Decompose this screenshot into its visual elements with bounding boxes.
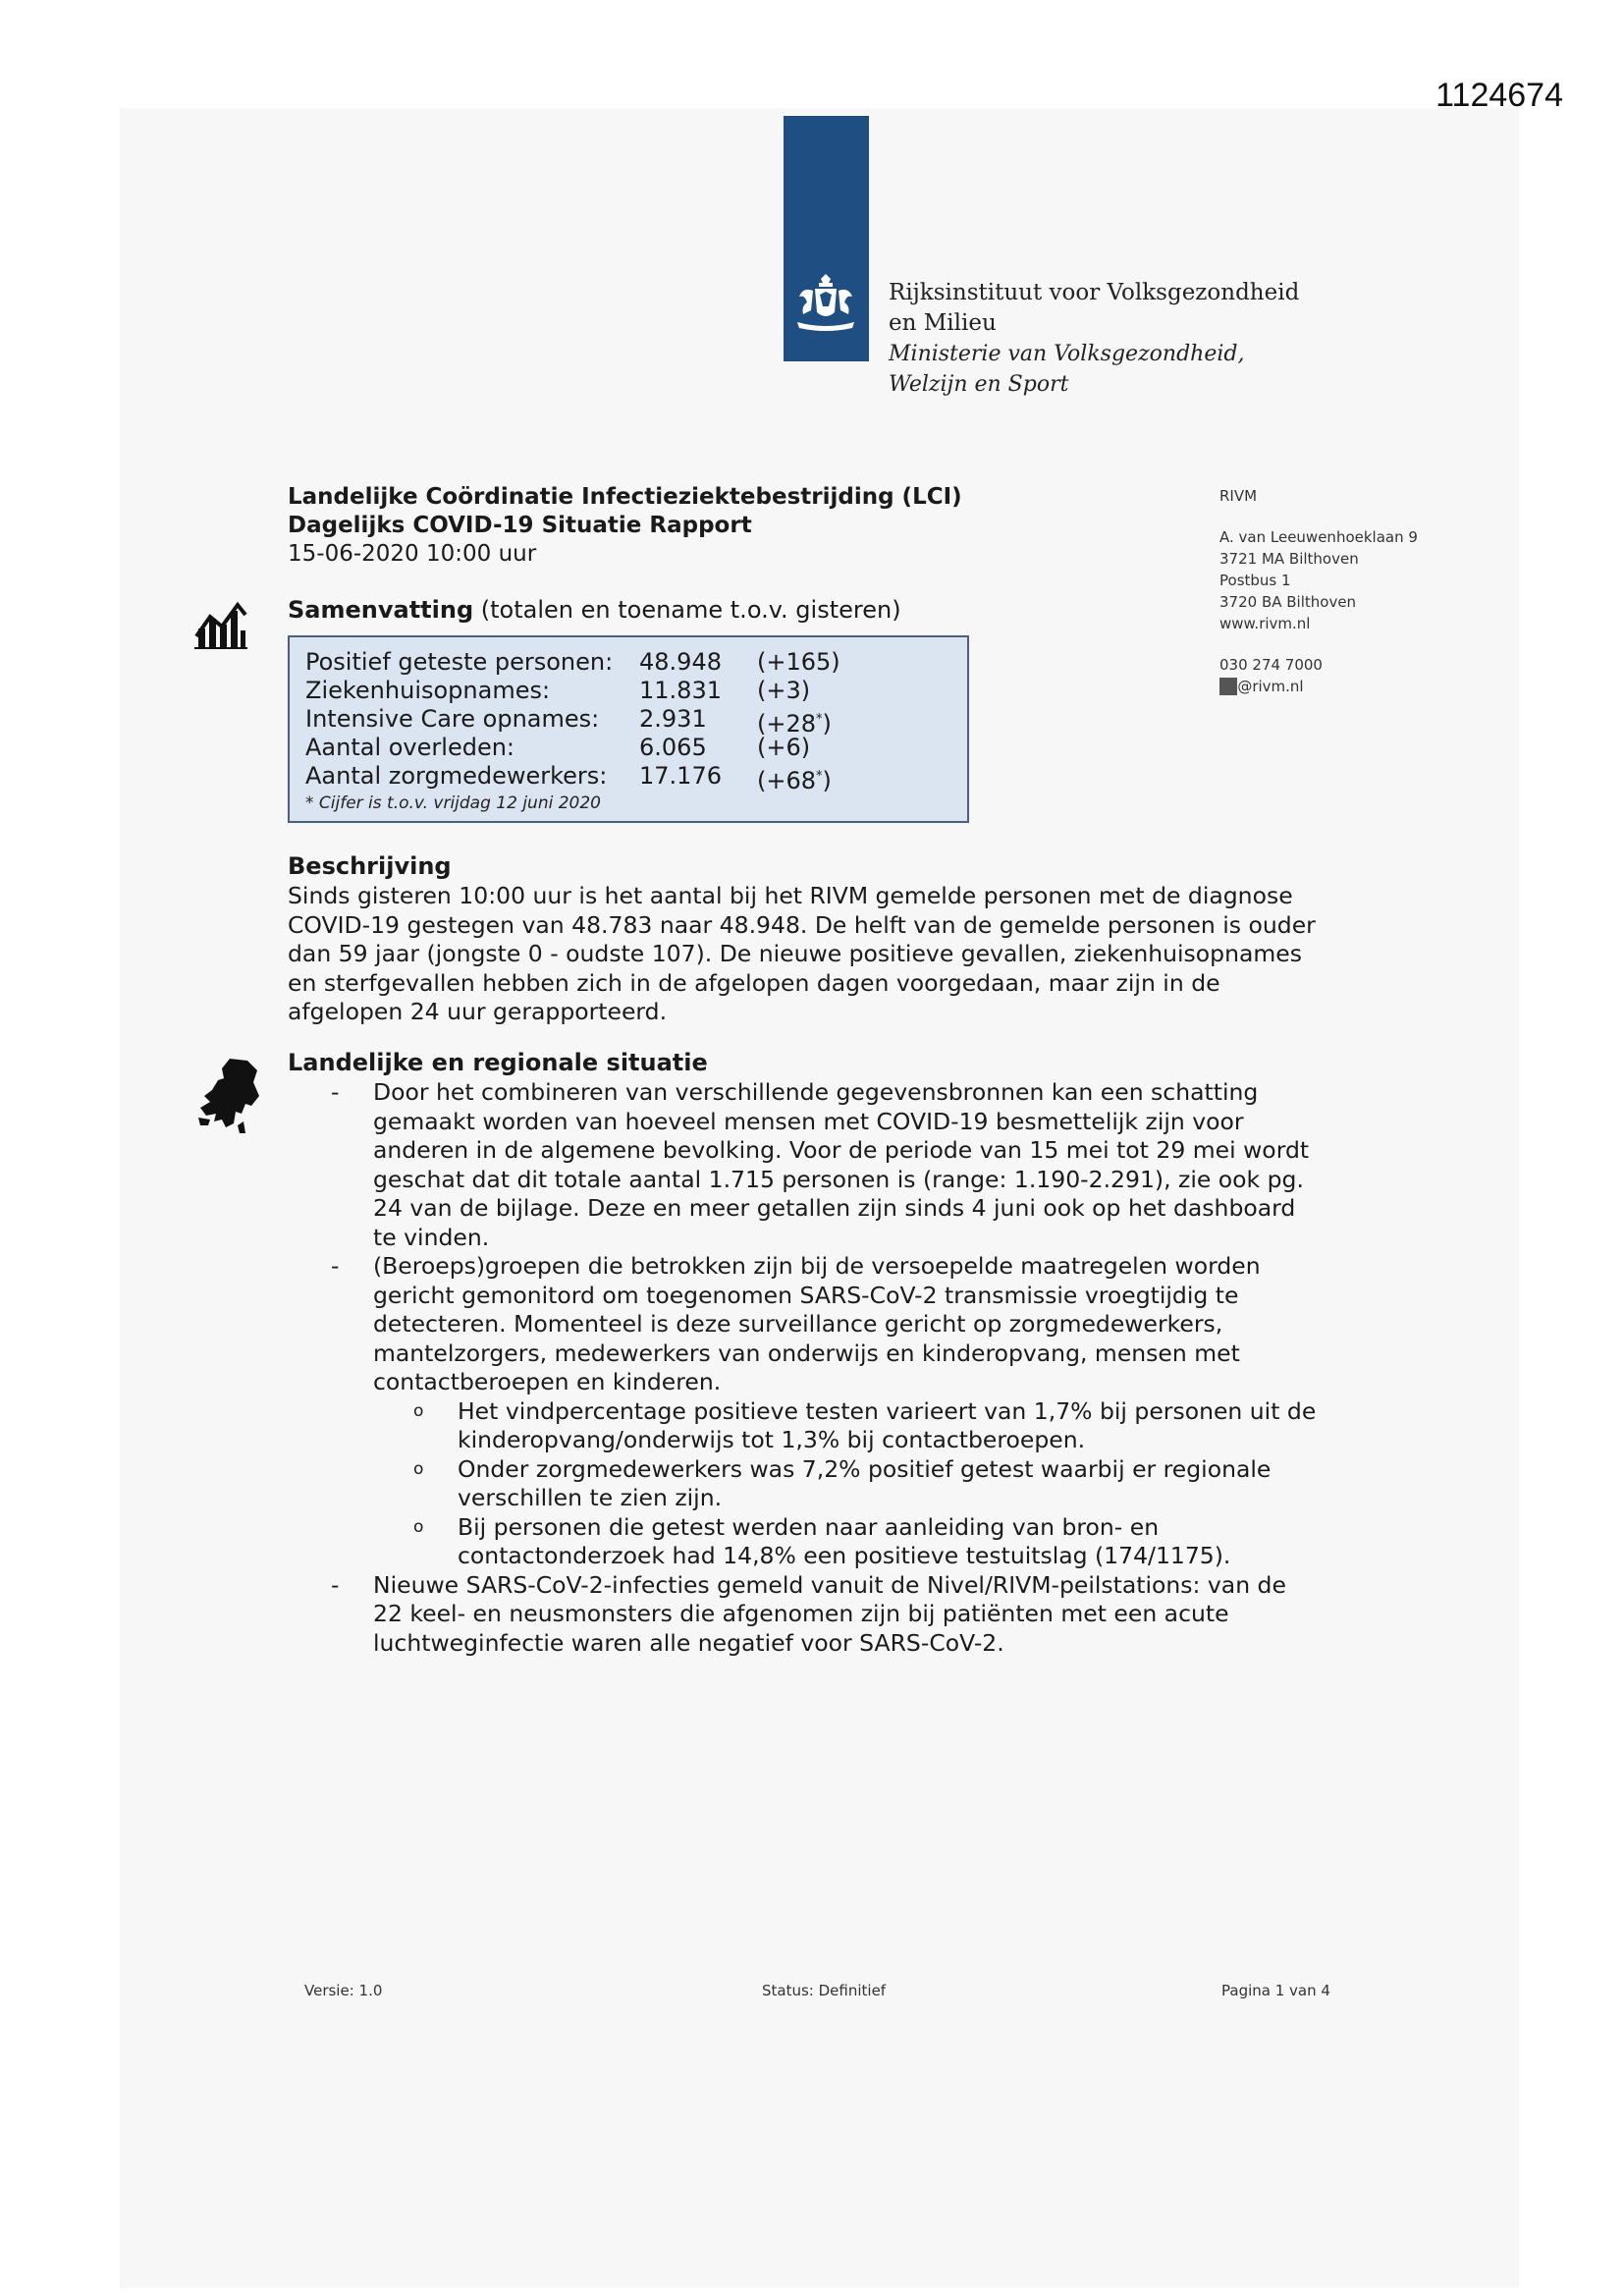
address-phone: 030 274 7000 [1219, 656, 1323, 674]
address-zip-city: 3721 MA Bilthoven [1219, 550, 1359, 568]
document-id: 1124674 [1435, 77, 1563, 114]
address-postbus-city: 3720 BA Bilthoven [1219, 593, 1357, 611]
summary-label: Intensive Care opnames: [305, 705, 600, 733]
address-org: RIVM [1219, 487, 1258, 505]
footer-page-number: Pagina 1 van 4 [1221, 1982, 1330, 1999]
logo-line-1: Rijksinstituut voor Volksgezondheid [889, 280, 1300, 305]
email-domain: @rivm.nl [1237, 678, 1304, 695]
footer-status: Status: Definitief [762, 1982, 887, 1999]
rivm-logo-bar [784, 116, 869, 361]
sub-list-item: o Bij personen die getest werden naar aanleiding van bron- en contactonderzoek had 14,8% een positieve testuitslag (174/1175). [413, 1512, 1231, 1569]
logo-line-3: Ministerie van Volksgezondheid, [889, 342, 1245, 366]
summary-change: (+165) [757, 648, 840, 676]
sub-list-item: o Onder zorgmedewerkers was 7,2% positief getest waarbij er regionale verschillen te zien zijn. [413, 1454, 1272, 1511]
summary-value: 11.831 [639, 677, 722, 704]
address-block [1219, 485, 1418, 697]
report-subtitle: Dagelijks COVID-19 Situatie Rapport [288, 513, 752, 538]
summary-value: 6.065 [639, 734, 707, 761]
summary-footnote: * Cijfer is t.o.v. vrijdag 12 juni 2020 [305, 793, 601, 813]
summary-change: (+6) [757, 734, 811, 761]
footnote-mark: * [816, 769, 823, 784]
address-web: www.rivm.nl [1219, 615, 1311, 632]
summary-label: Positief geteste personen: [305, 648, 614, 676]
summary-change: (+68*) [757, 767, 832, 794]
report-datetime: 15-06-2020 10:00 uur [288, 541, 537, 567]
summary-value: 17.176 [639, 762, 722, 790]
summary-value: 2.931 [639, 705, 707, 733]
report-title: Landelijke Coördinatie Infectieziektebestrijding (LCI) [288, 484, 962, 510]
summary-title-rest: (totalen en toename t.o.v. gisteren) [473, 596, 901, 624]
netherlands-map-icon [196, 1057, 261, 1135]
email-redacted: 1. [1221, 678, 1236, 695]
situation-list [288, 1078, 1368, 1658]
description-paragraph: Sinds gisteren 10:00 uur is het aantal bij het RIVM gemelde personen met de diagnose COVID-19 gestegen van 48.783 naar 48.948. De helft van de gemelde personen is ouder dan 59 jaar (jongste 0 - oudste 107). De nieuwe positieve gevallen, ziekenhuisopnames en sterfgevallen hebben zich in de afgelopen dagen voorgedaan, maar zijn in de afgelopen 24 uur gerapporteerd. [288, 882, 1316, 1025]
description-title: Beschrijving [288, 852, 452, 880]
summary-title [288, 596, 901, 624]
summary-box [288, 635, 969, 823]
summary-value: 48.948 [639, 648, 722, 676]
report-header [288, 483, 962, 569]
sub-list-item: o Het vindpercentage positieve testen varieert van 1,7% bij personen uit de kinderopvang/onderwijs tot 1,3% bij contactberoepen. [413, 1396, 1317, 1453]
logo-line-2: en Milieu [889, 310, 997, 336]
summary-title-bold: Samenvatting [288, 596, 474, 624]
list-item: - Nieuwe SARS-CoV-2-infecties gemeld vanuit de Nivel/RIVM-peilstations: van de 22 keel- en neusmonsters die afgenomen zijn bij patiënten met een acute luchtweginfectie waren alle negatief voor SARS-CoV-2. [331, 1570, 1286, 1657]
summary-label: Aantal overleden: [305, 734, 514, 761]
situation-title: Landelijke en regionale situatie [288, 1049, 708, 1076]
list-item: - Door het combineren van verschillende gegevensbronnen kan een schatting gemaakt worden van hoeveel mensen met COVID-19 besmettelijk zijn voor anderen in de algemene bevolking. Voor de periode van 15 mei tot 29 mei wordt geschat dat dit totale aantal 1.715 personen is (range: 1.190-2.291), zie ook pg. 24 van de bijlage. Deze en meer getallen zijn sinds 4 juni ook op het dashboard te vinden. [331, 1078, 1310, 1251]
summary-change: (+3) [757, 677, 811, 704]
list-item: - (Beroeps)groepen die betrokken zijn bij de versoepelde maatregelen worden gericht gemonitord om toegenomen SARS-CoV-2 transmissie vroegtijdig te detecteren. Momenteel is deze surveillance gericht op zorgmedewerkers, mantelzorgers, medewerkers van onderwijs en kinderopvang, mensen met contactberoepen en kinderen. [331, 1252, 1261, 1395]
footer-version: Versie: 1.0 [304, 1982, 383, 1999]
footnote-mark: * [816, 712, 823, 727]
summary-change: (+28*) [757, 710, 832, 738]
logo-text [889, 278, 1299, 400]
statistics-icon [194, 601, 247, 650]
summary-label: Ziekenhuisopnames: [305, 677, 551, 704]
address-postbus: Postbus 1 [1219, 572, 1291, 589]
address-street: A. van Leeuwenhoeklaan 9 [1219, 528, 1418, 546]
summary-label: Aantal zorgmedewerkers: [305, 762, 608, 790]
logo-line-4: Welzijn en Sport [889, 372, 1069, 397]
royal-emblem-icon [791, 273, 861, 336]
address-email [1219, 676, 1418, 697]
